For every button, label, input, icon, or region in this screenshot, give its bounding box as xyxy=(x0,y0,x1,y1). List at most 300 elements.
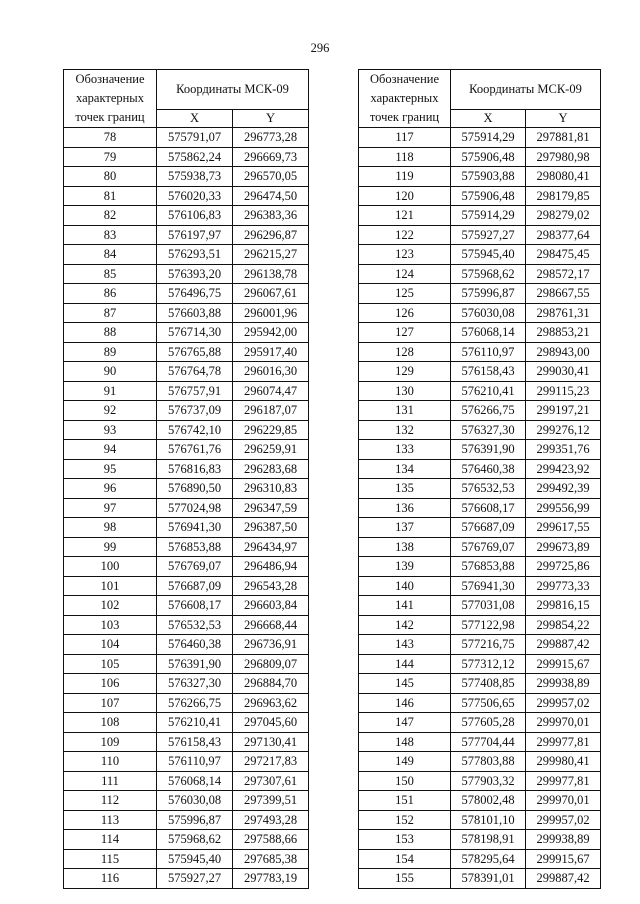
x-coordinate-cell: 576391,90 xyxy=(451,440,526,460)
point-number-cell: 129 xyxy=(359,362,451,382)
point-number-cell: 149 xyxy=(359,752,451,772)
point-number-cell: 115 xyxy=(64,849,157,869)
point-number-cell: 98 xyxy=(64,518,157,538)
point-number-cell: 82 xyxy=(64,206,157,226)
point-number-cell: 88 xyxy=(64,323,157,343)
point-number-cell: 140 xyxy=(359,576,451,596)
x-coordinate-cell: 576941,30 xyxy=(157,518,233,538)
y-coordinate-cell: 296773,28 xyxy=(233,128,309,148)
table-row xyxy=(359,303,601,323)
y-coordinate-cell: 296809,07 xyxy=(233,654,309,674)
point-number-cell: 124 xyxy=(359,264,451,284)
point-number-cell: 119 xyxy=(359,167,451,187)
y-coordinate-cell: 296383,36 xyxy=(233,206,309,226)
y-coordinate-cell: 299030,41 xyxy=(526,362,601,382)
point-number-cell: 134 xyxy=(359,459,451,479)
table-row xyxy=(359,362,601,382)
point-number-cell: 110 xyxy=(64,752,157,772)
table-row xyxy=(64,147,309,167)
y-coordinate-cell: 296067,61 xyxy=(233,284,309,304)
point-number-cell: 122 xyxy=(359,225,451,245)
x-coordinate-cell: 576391,90 xyxy=(157,654,233,674)
point-number-cell: 100 xyxy=(64,557,157,577)
page-number: 296 xyxy=(310,41,330,55)
point-number-cell: 153 xyxy=(359,830,451,850)
table-row xyxy=(64,732,309,752)
point-number-cell: 102 xyxy=(64,596,157,616)
point-number-cell: 94 xyxy=(64,440,157,460)
y-coordinate-cell: 299957,02 xyxy=(526,810,601,830)
table-row xyxy=(359,674,601,694)
table-row xyxy=(359,167,601,187)
table-row xyxy=(64,128,309,148)
y-coordinate-cell: 299938,89 xyxy=(526,674,601,694)
point-number-cell: 145 xyxy=(359,674,451,694)
x-coordinate-cell: 576769,07 xyxy=(157,557,233,577)
y-header: Y xyxy=(233,109,309,127)
x-coordinate-cell: 577803,88 xyxy=(451,752,526,772)
x-coordinate-cell: 576197,97 xyxy=(157,225,233,245)
designation-header: Обозначение характерных точек границ xyxy=(359,70,451,128)
y-coordinate-cell: 299957,02 xyxy=(526,693,601,713)
point-number-cell: 141 xyxy=(359,596,451,616)
point-number-cell: 106 xyxy=(64,674,157,694)
y-coordinate-cell: 299351,76 xyxy=(526,440,601,460)
x-coordinate-cell: 577605,28 xyxy=(451,713,526,733)
table-row xyxy=(359,596,601,616)
x-coordinate-cell: 578101,10 xyxy=(451,810,526,830)
point-number-cell: 147 xyxy=(359,713,451,733)
x-coordinate-cell: 575914,29 xyxy=(451,128,526,148)
table-row xyxy=(64,654,309,674)
y-coordinate-cell: 296215,27 xyxy=(233,245,309,265)
table-row xyxy=(64,674,309,694)
y-coordinate-cell: 298377,64 xyxy=(526,225,601,245)
point-number-cell: 80 xyxy=(64,167,157,187)
table-row xyxy=(359,830,601,850)
point-number-cell: 92 xyxy=(64,401,157,421)
coordinates-header: Координаты МСК-09 xyxy=(451,70,601,110)
y-coordinate-cell: 299492,39 xyxy=(526,479,601,499)
x-coordinate-cell: 576210,41 xyxy=(451,381,526,401)
y-coordinate-cell: 299854,22 xyxy=(526,615,601,635)
x-coordinate-cell: 576266,75 xyxy=(451,401,526,421)
y-coordinate-cell: 299773,33 xyxy=(526,576,601,596)
x-coordinate-cell: 577024,98 xyxy=(157,498,233,518)
y-coordinate-cell: 296259,91 xyxy=(233,440,309,460)
y-coordinate-cell: 299915,67 xyxy=(526,654,601,674)
table-row xyxy=(64,342,309,362)
x-header: X xyxy=(157,109,233,127)
y-coordinate-cell: 299887,42 xyxy=(526,635,601,655)
point-number-cell: 101 xyxy=(64,576,157,596)
x-coordinate-cell: 576532,53 xyxy=(451,479,526,499)
point-number-cell: 108 xyxy=(64,713,157,733)
coordinates-table-left xyxy=(63,69,309,889)
table-row xyxy=(359,791,601,811)
x-coordinate-cell: 575968,62 xyxy=(157,830,233,850)
table-row xyxy=(64,245,309,265)
table-row xyxy=(359,635,601,655)
table-row xyxy=(359,518,601,538)
y-coordinate-cell: 296668,44 xyxy=(233,615,309,635)
y-coordinate-cell: 299197,21 xyxy=(526,401,601,421)
table-row xyxy=(359,615,601,635)
table-row xyxy=(359,479,601,499)
table-row xyxy=(64,323,309,343)
x-coordinate-cell: 575938,73 xyxy=(157,167,233,187)
table-row xyxy=(64,615,309,635)
table-row xyxy=(64,791,309,811)
table-row xyxy=(359,323,601,343)
x-coordinate-cell: 575903,88 xyxy=(451,167,526,187)
x-coordinate-cell: 577903,32 xyxy=(451,771,526,791)
coordinates-table-right xyxy=(358,69,601,889)
x-coordinate-cell: 575906,48 xyxy=(451,186,526,206)
point-number-cell: 90 xyxy=(64,362,157,382)
table-row xyxy=(359,206,601,226)
point-number-cell: 121 xyxy=(359,206,451,226)
x-coordinate-cell: 576068,14 xyxy=(157,771,233,791)
y-coordinate-cell: 296603,84 xyxy=(233,596,309,616)
table-row xyxy=(359,713,601,733)
x-coordinate-cell: 576608,17 xyxy=(157,596,233,616)
point-number-cell: 126 xyxy=(359,303,451,323)
x-coordinate-cell: 576687,09 xyxy=(451,518,526,538)
y-coordinate-cell: 299673,89 xyxy=(526,537,601,557)
y-coordinate-cell: 298943,00 xyxy=(526,342,601,362)
x-coordinate-cell: 576941,30 xyxy=(451,576,526,596)
x-coordinate-cell: 576737,09 xyxy=(157,401,233,421)
x-coordinate-cell: 576764,78 xyxy=(157,362,233,382)
x-coordinate-cell: 575927,27 xyxy=(451,225,526,245)
point-number-cell: 127 xyxy=(359,323,451,343)
y-coordinate-cell: 297685,38 xyxy=(233,849,309,869)
x-coordinate-cell: 576603,88 xyxy=(157,303,233,323)
table-row xyxy=(359,186,601,206)
table-row xyxy=(64,381,309,401)
y-coordinate-cell: 297493,28 xyxy=(233,810,309,830)
point-number-cell: 148 xyxy=(359,732,451,752)
y-coordinate-cell: 297588,66 xyxy=(233,830,309,850)
table-body-right xyxy=(359,128,601,889)
x-coordinate-cell: 576327,30 xyxy=(451,420,526,440)
y-coordinate-cell: 297881,81 xyxy=(526,128,601,148)
y-coordinate-cell: 297399,51 xyxy=(233,791,309,811)
table-row xyxy=(359,869,601,889)
y-coordinate-cell: 296016,30 xyxy=(233,362,309,382)
point-number-cell: 103 xyxy=(64,615,157,635)
coordinates-header: Координаты МСК-09 xyxy=(157,70,309,110)
table-row xyxy=(64,225,309,245)
y-coordinate-cell: 298853,21 xyxy=(526,323,601,343)
point-number-cell: 133 xyxy=(359,440,451,460)
point-number-cell: 104 xyxy=(64,635,157,655)
y-coordinate-cell: 299423,92 xyxy=(526,459,601,479)
x-coordinate-cell: 576687,09 xyxy=(157,576,233,596)
x-coordinate-cell: 576158,43 xyxy=(157,732,233,752)
x-coordinate-cell: 576110,97 xyxy=(451,342,526,362)
x-coordinate-cell: 575862,24 xyxy=(157,147,233,167)
x-coordinate-cell: 576393,20 xyxy=(157,264,233,284)
point-number-cell: 113 xyxy=(64,810,157,830)
y-coordinate-cell: 298475,45 xyxy=(526,245,601,265)
table-row xyxy=(359,440,601,460)
point-number-cell: 96 xyxy=(64,479,157,499)
y-coordinate-cell: 296543,28 xyxy=(233,576,309,596)
y-coordinate-cell: 296001,96 xyxy=(233,303,309,323)
x-coordinate-cell: 578002,48 xyxy=(451,791,526,811)
y-coordinate-cell: 296486,94 xyxy=(233,557,309,577)
y-coordinate-cell: 299816,15 xyxy=(526,596,601,616)
x-coordinate-cell: 576853,88 xyxy=(157,537,233,557)
table-row xyxy=(359,732,601,752)
y-coordinate-cell: 299970,01 xyxy=(526,791,601,811)
table-row xyxy=(64,693,309,713)
x-coordinate-cell: 576890,50 xyxy=(157,479,233,499)
x-coordinate-cell: 577312,12 xyxy=(451,654,526,674)
x-coordinate-cell: 576714,30 xyxy=(157,323,233,343)
table-row xyxy=(64,557,309,577)
point-number-cell: 146 xyxy=(359,693,451,713)
x-coordinate-cell: 576068,14 xyxy=(451,323,526,343)
point-number-cell: 120 xyxy=(359,186,451,206)
x-coordinate-cell: 575968,62 xyxy=(451,264,526,284)
table-row xyxy=(359,264,601,284)
x-coordinate-cell: 575927,27 xyxy=(157,869,233,889)
x-coordinate-cell: 576532,53 xyxy=(157,615,233,635)
point-number-cell: 117 xyxy=(359,128,451,148)
x-coordinate-cell: 576327,30 xyxy=(157,674,233,694)
table-row xyxy=(64,576,309,596)
point-number-cell: 105 xyxy=(64,654,157,674)
table-row xyxy=(64,264,309,284)
table-row xyxy=(64,206,309,226)
y-coordinate-cell: 295917,40 xyxy=(233,342,309,362)
point-number-cell: 99 xyxy=(64,537,157,557)
point-number-cell: 143 xyxy=(359,635,451,655)
y-coordinate-cell: 296138,78 xyxy=(233,264,309,284)
y-coordinate-cell: 296736,91 xyxy=(233,635,309,655)
x-coordinate-cell: 576769,07 xyxy=(451,537,526,557)
point-number-cell: 89 xyxy=(64,342,157,362)
x-coordinate-cell: 576460,38 xyxy=(157,635,233,655)
x-coordinate-cell: 576765,88 xyxy=(157,342,233,362)
point-number-cell: 109 xyxy=(64,732,157,752)
y-coordinate-cell: 296283,68 xyxy=(233,459,309,479)
table-row xyxy=(359,147,601,167)
x-coordinate-cell: 577704,44 xyxy=(451,732,526,752)
y-coordinate-cell: 296296,87 xyxy=(233,225,309,245)
table-row xyxy=(64,401,309,421)
y-coordinate-cell: 299556,99 xyxy=(526,498,601,518)
point-number-cell: 112 xyxy=(64,791,157,811)
table-row xyxy=(359,401,601,421)
y-coordinate-cell: 297980,98 xyxy=(526,147,601,167)
y-coordinate-cell: 297130,41 xyxy=(233,732,309,752)
x-coordinate-cell: 575914,29 xyxy=(451,206,526,226)
y-coordinate-cell: 298667,55 xyxy=(526,284,601,304)
x-coordinate-cell: 578198,91 xyxy=(451,830,526,850)
point-number-cell: 83 xyxy=(64,225,157,245)
point-number-cell: 152 xyxy=(359,810,451,830)
point-number-cell: 154 xyxy=(359,849,451,869)
y-coordinate-cell: 296570,05 xyxy=(233,167,309,187)
table-row xyxy=(64,459,309,479)
point-number-cell: 150 xyxy=(359,771,451,791)
x-coordinate-cell: 577216,75 xyxy=(451,635,526,655)
point-number-cell: 79 xyxy=(64,147,157,167)
table-row xyxy=(359,537,601,557)
x-coordinate-cell: 575945,40 xyxy=(451,245,526,265)
table-row xyxy=(359,771,601,791)
point-number-cell: 84 xyxy=(64,245,157,265)
point-number-cell: 78 xyxy=(64,128,157,148)
point-number-cell: 131 xyxy=(359,401,451,421)
point-number-cell: 118 xyxy=(359,147,451,167)
table-row xyxy=(359,420,601,440)
x-coordinate-cell: 576110,97 xyxy=(157,752,233,772)
y-coordinate-cell: 299276,12 xyxy=(526,420,601,440)
table-row xyxy=(359,498,601,518)
table-row xyxy=(64,167,309,187)
x-coordinate-cell: 577506,65 xyxy=(451,693,526,713)
table-row xyxy=(64,420,309,440)
x-coordinate-cell: 576757,91 xyxy=(157,381,233,401)
table-row xyxy=(359,576,601,596)
x-coordinate-cell: 576030,08 xyxy=(451,303,526,323)
designation-header: Обозначение характерных точек границ xyxy=(64,70,157,128)
point-number-cell: 132 xyxy=(359,420,451,440)
point-number-cell: 81 xyxy=(64,186,157,206)
point-number-cell: 151 xyxy=(359,791,451,811)
point-number-cell: 114 xyxy=(64,830,157,850)
y-coordinate-cell: 298761,31 xyxy=(526,303,601,323)
point-number-cell: 95 xyxy=(64,459,157,479)
y-coordinate-cell: 297045,60 xyxy=(233,713,309,733)
y-coordinate-cell: 299887,42 xyxy=(526,869,601,889)
table-row xyxy=(359,557,601,577)
x-coordinate-cell: 576210,41 xyxy=(157,713,233,733)
y-coordinate-cell: 296434,97 xyxy=(233,537,309,557)
x-coordinate-cell: 576020,33 xyxy=(157,186,233,206)
x-coordinate-cell: 575945,40 xyxy=(157,849,233,869)
table-row xyxy=(64,635,309,655)
point-number-cell: 144 xyxy=(359,654,451,674)
table-row xyxy=(359,381,601,401)
x-coordinate-cell: 576761,76 xyxy=(157,440,233,460)
table-row xyxy=(359,849,601,869)
y-coordinate-cell: 296387,50 xyxy=(233,518,309,538)
y-coordinate-cell: 296669,73 xyxy=(233,147,309,167)
x-coordinate-cell: 576266,75 xyxy=(157,693,233,713)
point-number-cell: 123 xyxy=(359,245,451,265)
y-coordinate-cell: 297307,61 xyxy=(233,771,309,791)
x-coordinate-cell: 575791,07 xyxy=(157,128,233,148)
x-coordinate-cell: 576496,75 xyxy=(157,284,233,304)
table-row xyxy=(64,752,309,772)
y-coordinate-cell: 298080,41 xyxy=(526,167,601,187)
y-coordinate-cell: 299977,81 xyxy=(526,771,601,791)
point-number-cell: 130 xyxy=(359,381,451,401)
x-header: X xyxy=(451,109,526,127)
x-coordinate-cell: 576816,83 xyxy=(157,459,233,479)
x-coordinate-cell: 578391,01 xyxy=(451,869,526,889)
y-coordinate-cell: 295942,00 xyxy=(233,323,309,343)
point-number-cell: 116 xyxy=(64,869,157,889)
y-coordinate-cell: 296187,07 xyxy=(233,401,309,421)
table-row xyxy=(359,654,601,674)
y-coordinate-cell: 296310,83 xyxy=(233,479,309,499)
point-number-cell: 135 xyxy=(359,479,451,499)
y-coordinate-cell: 298279,02 xyxy=(526,206,601,226)
table-row xyxy=(64,537,309,557)
y-coordinate-cell: 299915,67 xyxy=(526,849,601,869)
y-coordinate-cell: 298572,17 xyxy=(526,264,601,284)
x-coordinate-cell: 576853,88 xyxy=(451,557,526,577)
table-row xyxy=(64,849,309,869)
x-coordinate-cell: 576742,10 xyxy=(157,420,233,440)
table-row xyxy=(64,186,309,206)
x-coordinate-cell: 576293,51 xyxy=(157,245,233,265)
point-number-cell: 91 xyxy=(64,381,157,401)
x-coordinate-cell: 576106,83 xyxy=(157,206,233,226)
table-row xyxy=(64,303,309,323)
y-coordinate-cell: 299977,81 xyxy=(526,732,601,752)
y-coordinate-cell: 299725,86 xyxy=(526,557,601,577)
y-coordinate-cell: 296074,47 xyxy=(233,381,309,401)
x-coordinate-cell: 575996,87 xyxy=(451,284,526,304)
x-coordinate-cell: 577408,85 xyxy=(451,674,526,694)
x-coordinate-cell: 575906,48 xyxy=(451,147,526,167)
y-coordinate-cell: 298179,85 xyxy=(526,186,601,206)
y-coordinate-cell: 299617,55 xyxy=(526,518,601,538)
point-number-cell: 155 xyxy=(359,869,451,889)
point-number-cell: 136 xyxy=(359,498,451,518)
table-row xyxy=(64,498,309,518)
point-number-cell: 107 xyxy=(64,693,157,713)
y-coordinate-cell: 297783,19 xyxy=(233,869,309,889)
table-row xyxy=(359,810,601,830)
table-row xyxy=(64,771,309,791)
x-coordinate-cell: 576608,17 xyxy=(451,498,526,518)
x-coordinate-cell: 576460,38 xyxy=(451,459,526,479)
table-row xyxy=(64,713,309,733)
point-number-cell: 137 xyxy=(359,518,451,538)
table-row xyxy=(64,596,309,616)
x-coordinate-cell: 576158,43 xyxy=(451,362,526,382)
y-coordinate-cell: 299938,89 xyxy=(526,830,601,850)
table-row xyxy=(359,459,601,479)
point-number-cell: 111 xyxy=(64,771,157,791)
table-row xyxy=(64,479,309,499)
point-number-cell: 142 xyxy=(359,615,451,635)
point-number-cell: 97 xyxy=(64,498,157,518)
table-row xyxy=(359,225,601,245)
table-row xyxy=(64,362,309,382)
table-row xyxy=(64,440,309,460)
point-number-cell: 87 xyxy=(64,303,157,323)
y-coordinate-cell: 299980,41 xyxy=(526,752,601,772)
point-number-cell: 85 xyxy=(64,264,157,284)
table-row xyxy=(359,128,601,148)
table-row xyxy=(64,518,309,538)
y-coordinate-cell: 299115,23 xyxy=(526,381,601,401)
point-number-cell: 138 xyxy=(359,537,451,557)
table-row xyxy=(359,752,601,772)
table-body-left xyxy=(64,128,309,889)
x-coordinate-cell: 577122,98 xyxy=(451,615,526,635)
